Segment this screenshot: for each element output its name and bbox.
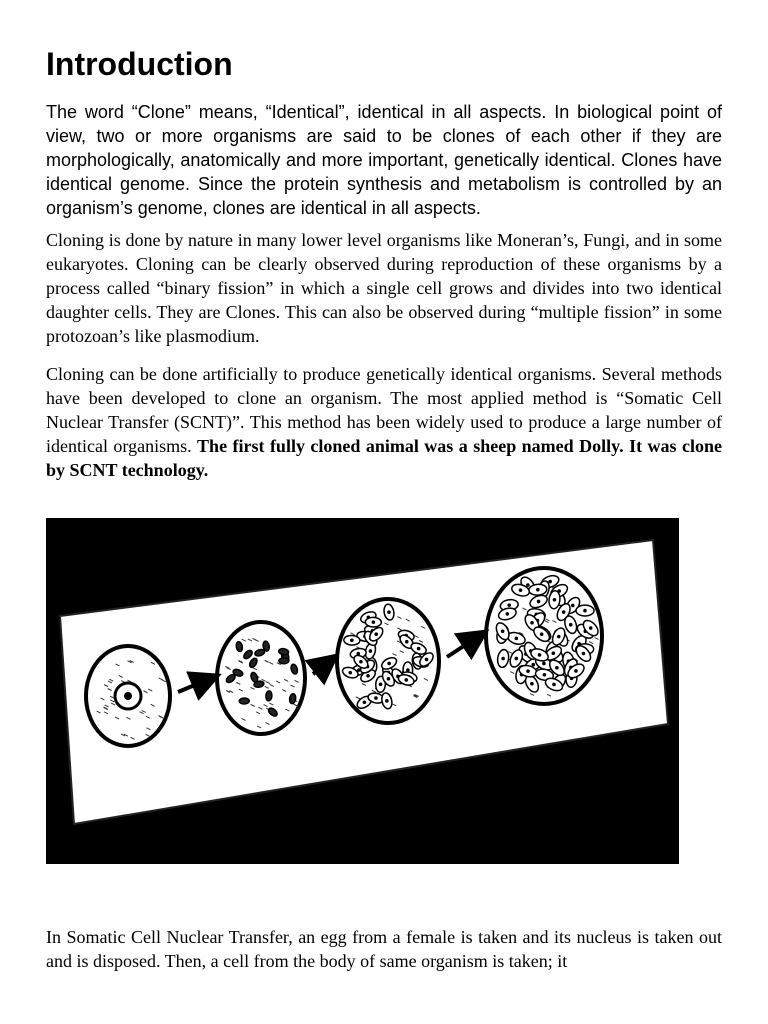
natural-cloning-paragraph: Cloning is done by nature in many lower level organisms like Moneran’s, Fungi, and in some eukaryotes. Cloning can be clearly observed during reproduction of these organisms by a process called “binary fission” in which a single cell grows and divides into two identical daughter cells. They are Clones. This can also be observed during “multiple fission” in some protozoan’s like plasmodium.: [46, 230, 722, 346]
section-title: Introduction: [46, 46, 233, 82]
artificial-cloning-text: Cloning can be done artificially to produce genetically identical organisms. Several methods have been developed to clone an organism. The most applied method is “Somatic Cell Nuclear Transfer (SCNT)”. This method has been widely used to produce a large number of identical organisms.: [46, 364, 722, 456]
scnt-paragraph: In Somatic Cell Nuclear Transfer, an egg from a female is taken and its nucleus is taken out and is disposed. Then, a cell from the body of same organism is taken; it: [46, 927, 722, 971]
document-page: [46, 38, 722, 496]
cell-division-figure: [46, 518, 679, 864]
artificial-cloning-paragraph: [46, 362, 722, 482]
cell-division-illustration: [46, 518, 679, 864]
nucleolus: [124, 692, 132, 700]
scnt-section: [46, 925, 722, 987]
cell-stage-2: [217, 622, 305, 734]
cell-stage-3: [337, 599, 439, 723]
intro-paragraph: The word “Clone” means, “Identical”, identical in all aspects. In biological point of view, two or more organisms are said to be clones of each other if they are morphologically, anatomically and more important, genetically identical. Clones have identical genome. Since the protein synthesis and metabolism is controlled by an organism’s genome, clones are identical in all aspects.: [46, 102, 722, 218]
cell-stage-4: [486, 568, 602, 704]
cell-stage-1: [86, 646, 170, 746]
dolly-highlight-text: The first fully cloned animal was a sheep named Dolly. It was clone by SCNT technology.: [46, 436, 722, 480]
